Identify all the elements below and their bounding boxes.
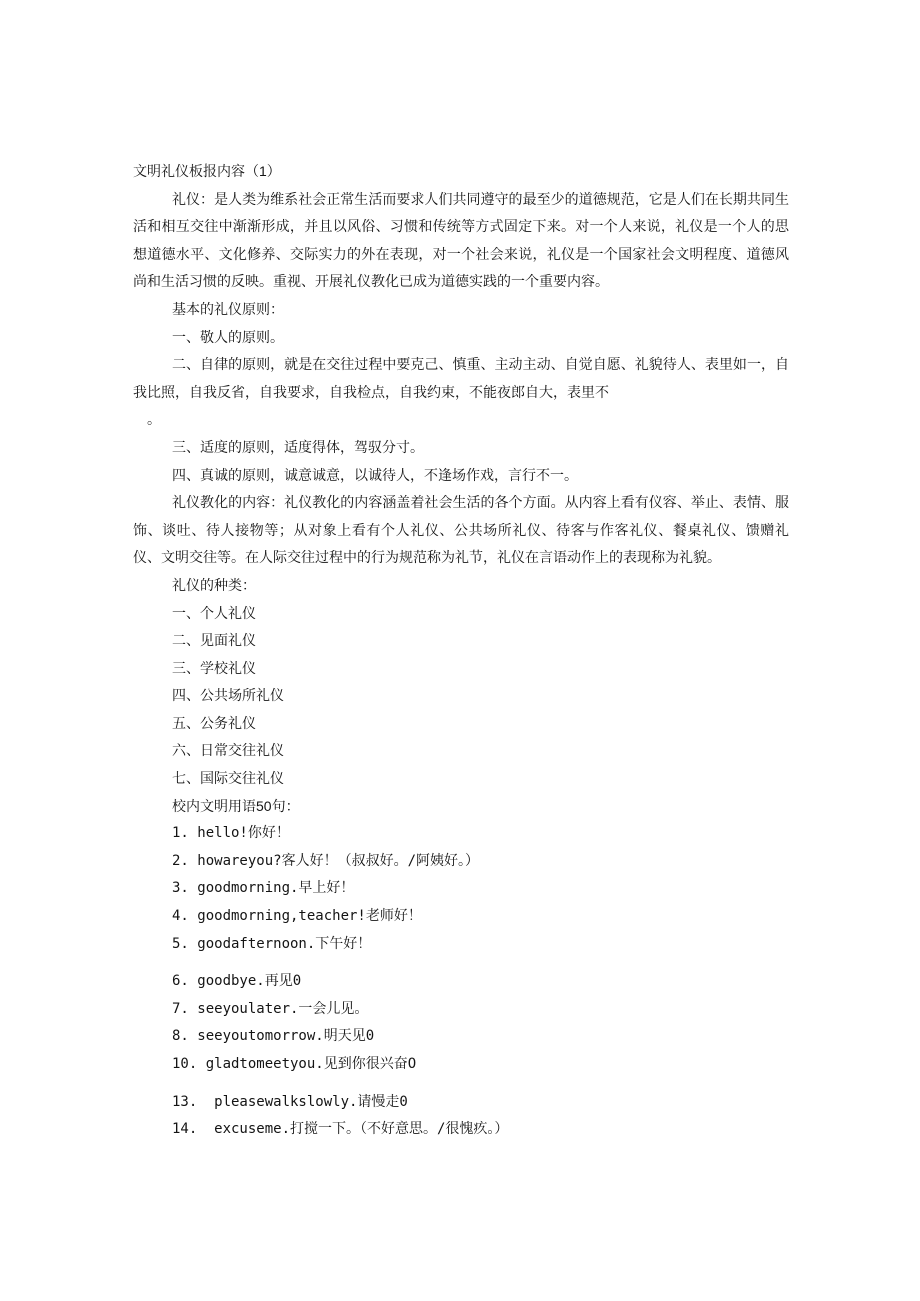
line-type-7: 七、国际交往礼仪 xyxy=(172,770,284,787)
phrase-item-4: 4. goodmorning,teacher!老师好！ xyxy=(172,908,422,925)
line-principle-4: 四、真诚的原则，诚意诚意，以诚待人，不逢场作戏，言行不一。 xyxy=(172,466,578,483)
line-basic-principles-heading: 基本的礼仪原则： xyxy=(172,300,284,317)
line-type-6: 六、日常交往礼仪 xyxy=(172,742,284,759)
paragraph-etiquette-definition: 礼仪：是人类为维系社会正常生活而要求人们共同遵守的最至少的道德规范，它是人们在长期共同生活和相互交往中渐渐形成，并且以风俗、习惯和传统等方式固定下来。对一个人来说，礼仪是一个人的思想道德水平、文化修养、交际实力的外在表现，对一个社会来说，礼仪是一个国家社会文明程度、道德风尚和生活习惯的反映。重视、开展礼仪教化已成为道德实践的一个重要内容。 xyxy=(133,190,789,290)
line-type-3: 三、学校礼仪 xyxy=(172,659,256,676)
phrase-item-8: 8. seeyoutomorrow.明天见0 xyxy=(172,1028,375,1045)
paragraph-education-content: 礼仪教化的内容：礼仪教化的内容涵盖着社会生活的各个方面。从内容上看有仪容、举止、表情、服饰、谈吐、待人接物等；从对象上看有个人礼仪、公共场所礼仪、待客与作客礼仪、餐桌礼仪、馈赠礼仪、文明交往等。在人际交往过程中的行为规范称为礼节，礼仪在言语动作上的表现称为礼貌。 xyxy=(133,494,789,566)
phrase-item-3: 3. goodmorning.早上好！ xyxy=(172,880,355,897)
document-body xyxy=(133,158,789,1144)
paragraph-principle-2: 二、自律的原则，就是在交往过程中要克己、慎重、主动主动、自觉自愿、礼貌待人、表里如一，自我比照，自我反省，自我要求，自我检点，自我约束，不能夜郎自大，表里不 xyxy=(133,356,789,400)
phrase-item-14: 14. excuseme.打搅一下。（不好意思。/很愧疚。） xyxy=(172,1121,509,1138)
document-title: 文明礼仪板报内容（1） xyxy=(133,163,281,179)
phrase-item-1: 1. hello!你好！ xyxy=(172,825,290,842)
line-principle-3: 三、适度的原则，适度得体，驾驭分寸。 xyxy=(172,438,424,455)
line-type-1: 一、个人礼仪 xyxy=(172,604,256,621)
phrase-item-7: 7. seeyoulater.一会儿见。 xyxy=(172,1000,369,1017)
phrase-item-10: 10. gladtomeetyou.见到你很兴奋O xyxy=(172,1056,417,1072)
line-phrases-heading: 校内文明用语50句： xyxy=(172,797,300,814)
line-type-5: 五、公务礼仪 xyxy=(172,714,256,731)
phrase-item-5: 5. goodafternoon.下午好！ xyxy=(172,935,372,952)
line-type-2: 二、见面礼仪 xyxy=(172,632,256,649)
phrase-item-2: 2. howareyou?客人好！（叔叔好。/阿姨好。） xyxy=(172,852,480,869)
orphan-punctuation: 。 xyxy=(147,411,161,428)
phrase-item-13: 13. pleasewalkslowly.请慢走0 xyxy=(172,1093,408,1110)
line-types-heading: 礼仪的种类： xyxy=(172,576,256,593)
phrase-item-6: 6. goodbye.再见0 xyxy=(172,973,302,990)
line-type-4: 四、公共场所礼仪 xyxy=(172,687,284,704)
line-principle-1: 一、敬人的原则。 xyxy=(172,328,284,345)
